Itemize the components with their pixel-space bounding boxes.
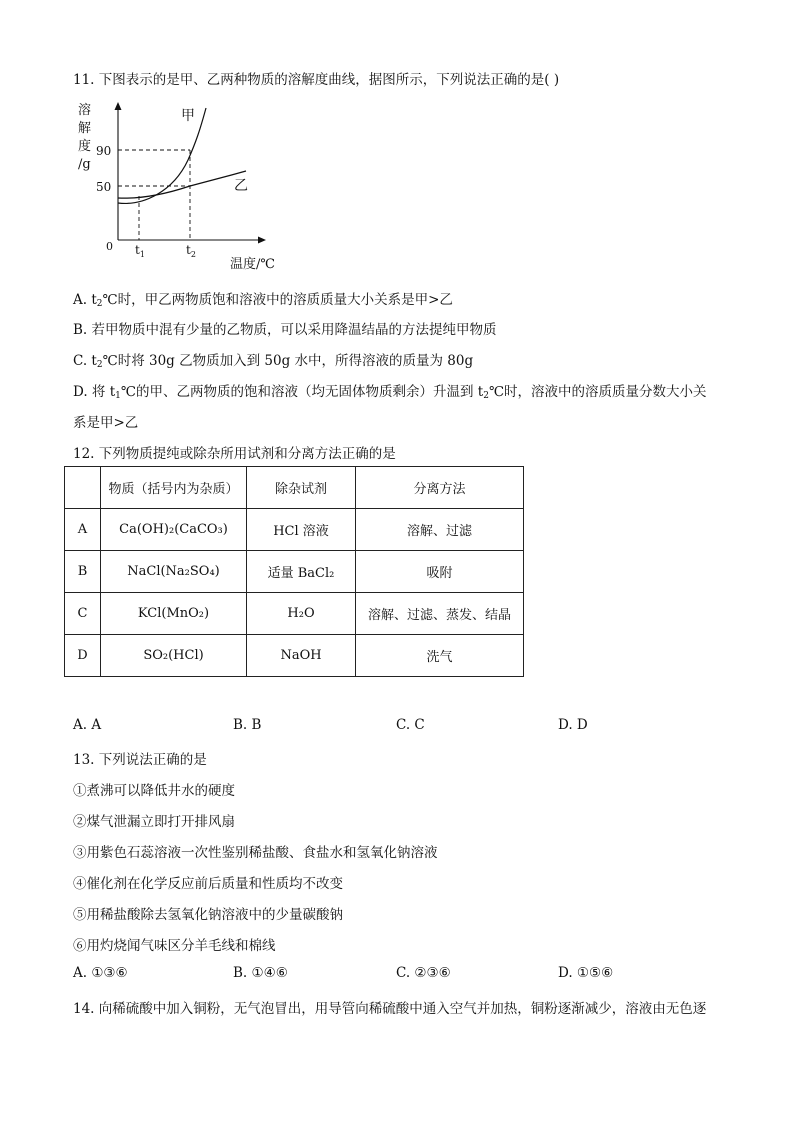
q13-item-3: ③用紫色石蕊溶液一次性鉴别稀盐酸、食盐水和氢氧化钠溶液	[73, 845, 438, 861]
row-reagent: H₂O	[247, 593, 356, 635]
y-tick-90: 90	[96, 144, 112, 158]
y-label-char-4: /g	[78, 157, 91, 172]
x-axis-arrow	[258, 237, 266, 244]
y-label-char-1: 溶	[78, 103, 92, 118]
q12-choice-c: C. C	[396, 717, 425, 733]
q14-stem: 14. 向稀硫酸中加入铜粉，无气泡冒出，用导管向稀硫酸中通入空气并加热，铜粉逐渐减少，溶液由无色逐	[73, 1001, 707, 1017]
row-key: D	[65, 635, 101, 677]
y-tick-50: 50	[96, 180, 112, 194]
row-reagent: NaOH	[247, 635, 356, 677]
q12-stem: 12. 下列物质提纯或除杂所用试剂和分离方法正确的是	[73, 446, 396, 462]
row-key: C	[65, 593, 101, 635]
row-method: 溶解、过滤、蒸发、结晶	[356, 593, 524, 635]
row-substance: SO₂(HCl)	[101, 635, 247, 677]
curve-yi	[118, 171, 246, 198]
q13-choice-b: B. ①④⑥	[233, 965, 288, 981]
x-tick-t1: $t_1$	[135, 243, 145, 259]
x-tick-t2: $t_2$	[186, 243, 196, 259]
q13-item-4: ④催化剂在化学反应前后质量和性质均不改变	[73, 876, 343, 892]
q13-choice-d: D. ①⑤⑥	[558, 965, 614, 981]
q12-choice-d: D. D	[558, 717, 588, 733]
table-row	[65, 509, 524, 551]
table-header-cell: 除杂试剂	[247, 467, 356, 509]
table-header-row	[65, 467, 524, 509]
q11-stem: 11. 下图表示的是甲、乙两种物质的溶解度曲线，据图所示，下列说法正确的是( )	[73, 72, 560, 88]
q13-choice-c: C. ②③⑥	[396, 965, 451, 981]
solubility-graph	[68, 98, 288, 278]
q13-stem: 13. 下列说法正确的是	[73, 752, 207, 768]
y-axis-arrow	[115, 102, 122, 110]
row-method: 吸附	[356, 551, 524, 593]
q13-choice-a: A. ①③⑥	[73, 965, 128, 981]
q13-item-2: ②煤气泄漏立即打开排风扇	[73, 814, 235, 830]
table-header-cell: 物质（括号内为杂质）	[101, 467, 247, 509]
purification-table	[64, 466, 524, 677]
q12-choice-b: B. B	[233, 717, 262, 733]
row-reagent: HCl 溶液	[247, 509, 356, 551]
y-label-char-3: 度	[78, 139, 92, 154]
origin-label: 0	[106, 240, 113, 253]
curve-yi-label: 乙	[234, 178, 248, 194]
y-label-char-2: 解	[78, 121, 92, 136]
row-reagent: 适量 BaCl₂	[247, 551, 356, 593]
row-substance: KCl(MnO₂)	[101, 593, 247, 635]
q13-item-6: ⑥用灼烧闻气味区分羊毛线和棉线	[73, 938, 276, 954]
table-row	[65, 593, 524, 635]
row-key: A	[65, 509, 101, 551]
row-method: 洗气	[356, 635, 524, 677]
curve-jia-label: 甲	[181, 108, 195, 124]
row-substance: NaCl(Na₂SO₄)	[101, 551, 247, 593]
row-substance: Ca(OH)₂(CaCO₃)	[101, 509, 247, 551]
row-key: B	[65, 551, 101, 593]
q12-choice-a: A. A	[73, 717, 102, 733]
table-header-cell	[65, 467, 101, 509]
row-method: 溶解、过滤	[356, 509, 524, 551]
q13-item-5: ⑤用稀盐酸除去氢氧化钠溶液中的少量碳酸钠	[73, 907, 343, 923]
x-label: 温度/℃	[230, 257, 275, 272]
q11-option-a: A. $t_2℃$时，甲乙两物质饱和溶液中的溶质质量大小关系是甲>乙	[73, 292, 453, 309]
table-row	[65, 635, 524, 677]
q11-option-d: D. 将 $t_1℃$的甲、乙两物质的饱和溶液（均无固体物质剩余）升温到 $t_2℃$时，溶液中的溶质质量分数大小关	[73, 384, 707, 401]
q11-option-b: B. 若甲物质中混有少量的乙物质，可以采用降温结晶的方法提纯甲物质	[73, 322, 497, 338]
table-header-cell: 分离方法	[356, 467, 524, 509]
q13-item-1: ①煮沸可以降低井水的硬度	[73, 783, 235, 799]
table-row	[65, 551, 524, 593]
q11-option-c: C. $t_2℃$时将 30g 乙物质加入到 50g 水中，所得溶液的质量为 80g	[73, 353, 474, 370]
q11-option-d-cont: 系是甲>乙	[73, 415, 139, 431]
